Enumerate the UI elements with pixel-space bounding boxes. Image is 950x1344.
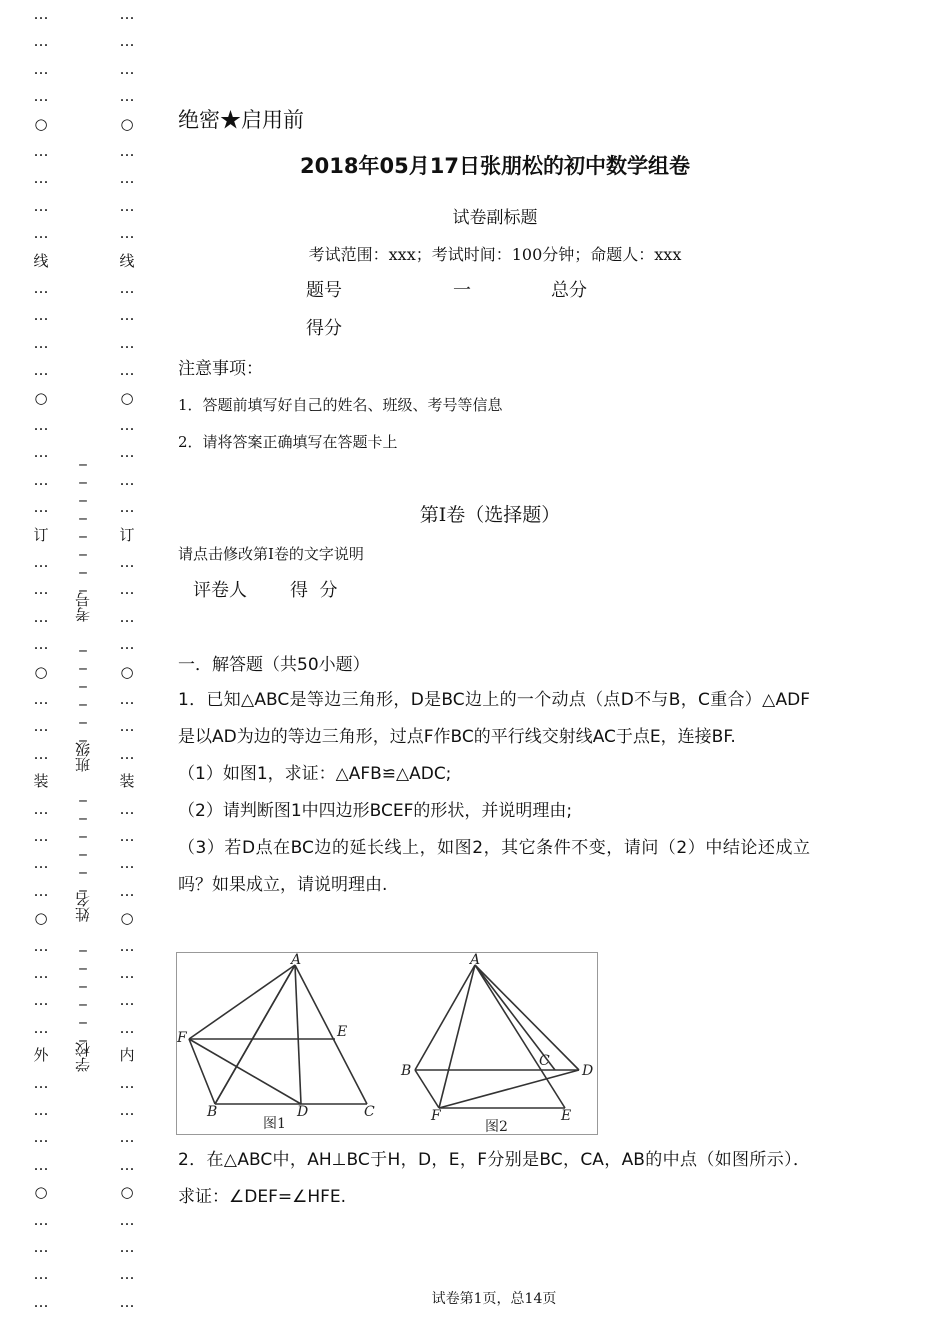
binding-char: 外: [33, 1046, 49, 1065]
score-label: 得 分: [290, 580, 338, 601]
school-label: 学校: [74, 1042, 92, 1072]
fig2-label-A: A: [470, 953, 481, 968]
binding-dots: …: [33, 881, 49, 900]
page-title: 2018年05月17日张朋松的初中数学组卷: [300, 154, 690, 178]
binding-dots: …: [119, 580, 135, 599]
binding-dots: …: [119, 717, 135, 736]
binding-dots: …: [33, 827, 49, 845]
binding-dots: …: [119, 416, 135, 434]
binding-dots: …: [33, 5, 49, 23]
binding-dots: …: [119, 1155, 135, 1174]
question-2: [178, 1142, 810, 1216]
binding-dots: …: [119, 1128, 135, 1147]
binding-dots: …: [119, 827, 135, 845]
binding-dots: …: [119, 1018, 135, 1037]
binding-char: 订: [33, 525, 49, 544]
fig1-caption: 图1: [263, 1116, 286, 1132]
binding-dots: …: [33, 964, 49, 982]
fig1-label-F: F: [177, 1030, 187, 1046]
binding-dots: …: [33, 799, 49, 818]
binding-dots: …: [33, 169, 49, 188]
binding-dots: …: [119, 1210, 135, 1229]
binding-circle-mark: ○: [120, 114, 134, 133]
binding-dots: …: [119, 279, 135, 297]
section-desc: 请点击修改第Ⅰ卷的文字说明: [178, 545, 364, 563]
secret-mark: 绝密★启用前: [178, 108, 304, 132]
binding-dots: …: [119, 799, 135, 818]
binding-dots: …: [119, 635, 135, 654]
binding-dots: …: [119, 333, 135, 352]
binding-dots: …: [33, 854, 49, 873]
binding-dots: …: [119, 196, 135, 215]
binding-dots: …: [119, 87, 135, 106]
binding-dots: …: [119, 1265, 135, 1284]
binding-dots: …: [33, 1101, 49, 1119]
binding-dots: …: [33, 224, 49, 243]
binding-dots: …: [33, 498, 49, 517]
binding-dots: …: [33, 717, 49, 736]
binding-dots: …: [119, 744, 135, 763]
binding-char: 内: [119, 1046, 135, 1065]
page-subtitle: 试卷副标题: [452, 208, 538, 228]
binding-dots: …: [33, 635, 49, 654]
binding-dots: …: [33, 1018, 49, 1037]
binding-dots: …: [33, 87, 49, 106]
binding-dots: …: [33, 580, 49, 599]
student-info: _ _ _ _ _ _ _ _ 考号 _ _ _ _ _ _ 班级 _ _ _ _ _ _ 姓名 _ _ _ _ _ _ 学校: [74, 448, 92, 1072]
binding-dots: …: [33, 333, 49, 352]
binding-dots: …: [33, 1128, 49, 1147]
binding-dots: …: [119, 306, 135, 325]
score-table-header-question-no: 题号: [306, 280, 342, 301]
fig1-label-B: B: [207, 1104, 218, 1120]
binding-dots: …: [119, 361, 135, 380]
binding-char: 装: [33, 772, 49, 791]
binding-dots: …: [119, 936, 135, 955]
fig2-label-B: B: [401, 1063, 412, 1079]
binding-dots: …: [33, 361, 49, 380]
notes-item-1: 1．答题前填写好自己的姓名、班级、考号等信息: [178, 396, 503, 414]
binding-char: 订: [119, 525, 135, 544]
binding-dots: …: [119, 32, 135, 51]
question-1-part-2: （2）请判断图1中四边形BCEF的形状，并说明理由;: [178, 801, 573, 821]
binding-dots: …: [119, 443, 135, 462]
fig2-label-F: F: [431, 1108, 441, 1124]
binding-circle-mark: ○: [120, 388, 134, 407]
binding-dots: …: [119, 1073, 135, 1092]
binding-dots: …: [33, 690, 49, 708]
binding-dots: …: [119, 607, 135, 626]
question-1-stem: 1．已知△ABC是等边三角形，D是BC边上的一个动点（点D不与B，C重合）△ADF是以AD为边的等边三角形，过点F作BC的平行线交射线AC于点E，连接BF.: [178, 690, 810, 747]
binding-dots: …: [33, 936, 49, 955]
binding-dots: …: [33, 196, 49, 215]
binding-circle-mark: ○: [34, 662, 48, 681]
question-1-part-3: （3）若D点在BC边的延长线上，如图2，其它条件不变，请问（2）中结论还成立吗？如果成立，请说明理由.: [178, 838, 810, 895]
binding-circle-mark: ○: [120, 909, 134, 928]
binding-dots: …: [119, 1101, 135, 1119]
binding-dots: …: [119, 169, 135, 188]
binding-dots: …: [119, 59, 135, 78]
binding-dots: …: [33, 553, 49, 571]
question-1: [178, 682, 810, 904]
binding-char: 装: [119, 772, 135, 791]
name-label: 姓名: [74, 892, 92, 922]
binding-dots: …: [119, 881, 135, 900]
binding-dots: …: [33, 416, 49, 434]
fig1-label-E: E: [337, 1024, 348, 1040]
binding-dots: …: [33, 1292, 49, 1311]
question-2-stem: 2．在△ABC中，AH⊥BC于H，D，E，F分别是BC，CA，AB的中点（如图所示）．求证：∠DEF=∠HFE.: [178, 1150, 810, 1207]
binding-dots: …: [33, 1155, 49, 1174]
binding-dots: …: [33, 1073, 49, 1092]
binding-dots: …: [33, 279, 49, 297]
exam-info: 考试范围：xxx；考试时间：100分钟；命题人：xxx: [308, 245, 682, 264]
section-title: 第Ⅰ卷（选择题）: [419, 504, 561, 526]
fig1-label-A: A: [291, 953, 302, 968]
binding-dots: …: [33, 142, 49, 160]
binding-dots: …: [33, 1210, 49, 1229]
binding-dots: …: [33, 32, 49, 51]
fig1-label-C: C: [364, 1104, 375, 1120]
notes-heading: 注意事项：: [178, 359, 263, 379]
exam-no-label: 考号: [74, 592, 92, 622]
binding-dots: …: [33, 744, 49, 763]
binding-dots: …: [119, 854, 135, 873]
fig1-label-D: D: [297, 1104, 309, 1120]
page-footer: 试卷第1页，总14页: [431, 1291, 557, 1307]
binding-dots: …: [119, 690, 135, 708]
question-1-part-1: （1）如图1，求证：△AFB≌△ADC;: [178, 764, 452, 784]
score-table-row-score: 得分: [306, 318, 342, 339]
fig2-label-E: E: [561, 1108, 572, 1124]
binding-dots: …: [119, 224, 135, 243]
binding-dots: …: [119, 991, 135, 1010]
binding-dots: …: [33, 306, 49, 325]
binding-dots: …: [119, 1238, 135, 1256]
binding-dots: …: [119, 470, 135, 489]
score-table-header-part1: 一: [453, 280, 471, 301]
binding-circle-mark: ○: [120, 662, 134, 681]
binding-dots: …: [119, 5, 135, 23]
binding-dots: …: [33, 1265, 49, 1284]
binding-dots: …: [119, 142, 135, 160]
binding-dots: …: [33, 443, 49, 462]
binding-dots: …: [119, 553, 135, 571]
binding-circle-mark: ○: [34, 1183, 48, 1202]
binding-dots: …: [33, 607, 49, 626]
figure-svg: [177, 953, 597, 1134]
score-table-header-total: 总分: [551, 280, 587, 301]
binding-circle-mark: ○: [120, 1183, 134, 1202]
binding-dots: …: [33, 470, 49, 489]
binding-circle-mark: ○: [34, 909, 48, 928]
question-1-figure: [176, 952, 598, 1135]
binding-dots: …: [33, 59, 49, 78]
class-label: 班级: [74, 742, 92, 772]
binding-circle-mark: ○: [34, 388, 48, 407]
grader-label: 评卷人: [193, 580, 247, 601]
binding-dots: …: [119, 498, 135, 517]
fig2-label-C: C: [539, 1053, 550, 1069]
fig2-label-D: D: [582, 1063, 594, 1079]
part-heading: 一．解答题（共50小题）: [178, 655, 370, 675]
binding-dots: …: [33, 991, 49, 1010]
binding-dots: …: [119, 964, 135, 982]
notes-item-2: 2．请将答案正确填写在答题卡上: [178, 433, 398, 451]
score-table: [306, 276, 636, 346]
binding-circle-mark: ○: [34, 114, 48, 133]
fig2-caption: 图2: [485, 1119, 508, 1134]
binding-dots: …: [33, 1238, 49, 1256]
binding-char: 线: [33, 251, 49, 270]
binding-char: 线: [119, 251, 135, 270]
binding-dots: …: [119, 1292, 135, 1311]
